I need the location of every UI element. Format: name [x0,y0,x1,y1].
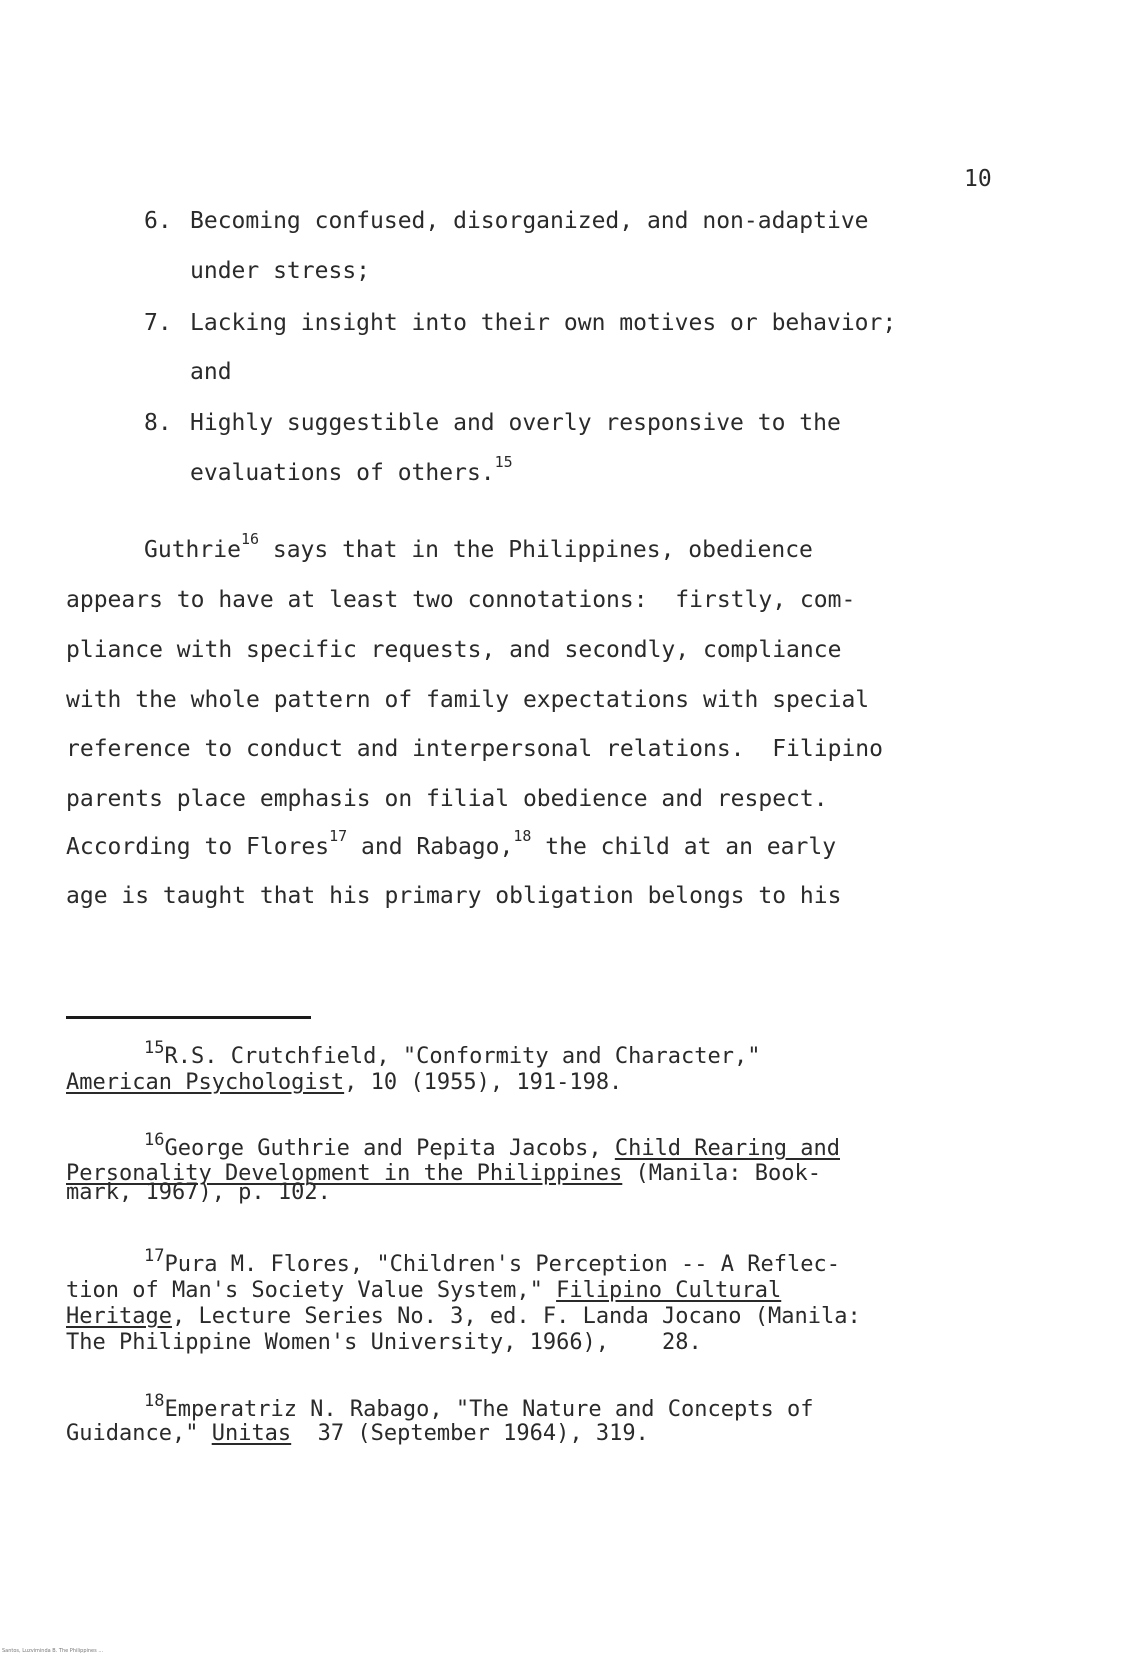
footnote-ref-15: 15 [494,453,513,472]
paragraph-line-7: According to Flores$^{17}$ and Rabago,$^{18}$ the child at an early [66,827,837,860]
list-item-8-line1: Highly suggestible and overly responsive to the [190,410,841,436]
scan-margin-note: Santos, Luzviminda B. The Philippines ... [2,1648,104,1654]
footnote-15-line2: American Psychologist, 10 (1955), 191-198. [66,1070,623,1095]
footnote-17-line3: Heritage, Lecture Series No. 3, ed. F. Landa Jocano (Manila: [66,1304,861,1329]
paragraph-line-3: pliance with specific requests, and secondly, compliance [66,637,842,663]
footnote-17-line1: $^{17}$Pura M. Flores, "Children's Perception -- A Reflec- [144,1245,840,1277]
list-item-7-line1: Lacking insight into their own motives or behavior; [190,310,897,336]
list-item-6-number: 6. [144,208,172,234]
footnote-ref-18: 18 [513,827,532,846]
list-item-8-number: 8. [144,410,172,436]
list-item-8-line2: evaluations of others.$^{15}$ [190,453,513,486]
footnote-ref-17: 17 [329,827,348,846]
footnote-16-line1: $^{16}$George Guthrie and Pepita Jacobs, Child Rearing and [144,1129,840,1161]
footnote-16-line3: mark, 1967), p. 102. [66,1180,331,1205]
list-item-6-line2: under stress; [190,258,371,284]
list-item-7-line2: and [190,359,232,385]
footnote-16-line2: Personality Development in the Philippines (Manila: Book- [66,1161,821,1186]
list-item-6-line1: Becoming confused, disorganized, and non-adaptive [190,208,869,234]
footnote-18-line1: $^{18}$Emperatriz N. Rabago, "The Nature and Concepts of [144,1390,814,1422]
paragraph-line-6: parents place emphasis on filial obedience and respect. [66,786,828,812]
footnote-separator [66,1016,311,1019]
footnote-17-line4: The Philippine Women's University, 1966), 28. [66,1330,702,1355]
paragraph-line-2: appears to have at least two connotations: firstly, com- [66,587,856,613]
paragraph-line-5: reference to conduct and interpersonal relations. Filipino [66,736,883,762]
footnote-17-line2: tion of Man's Society Value System," Filipino Cultural [66,1278,782,1303]
paragraph-line-4: with the whole pattern of family expectations with special [66,687,870,713]
list-item-7-number: 7. [144,310,172,336]
footnote-18-line2: Guidance," Unitas 37 (September 1964), 319. [66,1421,649,1446]
paragraph-line-1: Guthrie$^{16}$ says that in the Philippines, obedience [144,530,813,563]
page-number: 10 [964,166,992,192]
footnote-15-line1: $^{15}$R.S. Crutchfield, "Conformity and Character," [144,1037,761,1069]
paragraph-line-8: age is taught that his primary obligation belongs to his [66,883,842,909]
footnote-ref-16: 16 [240,530,259,549]
